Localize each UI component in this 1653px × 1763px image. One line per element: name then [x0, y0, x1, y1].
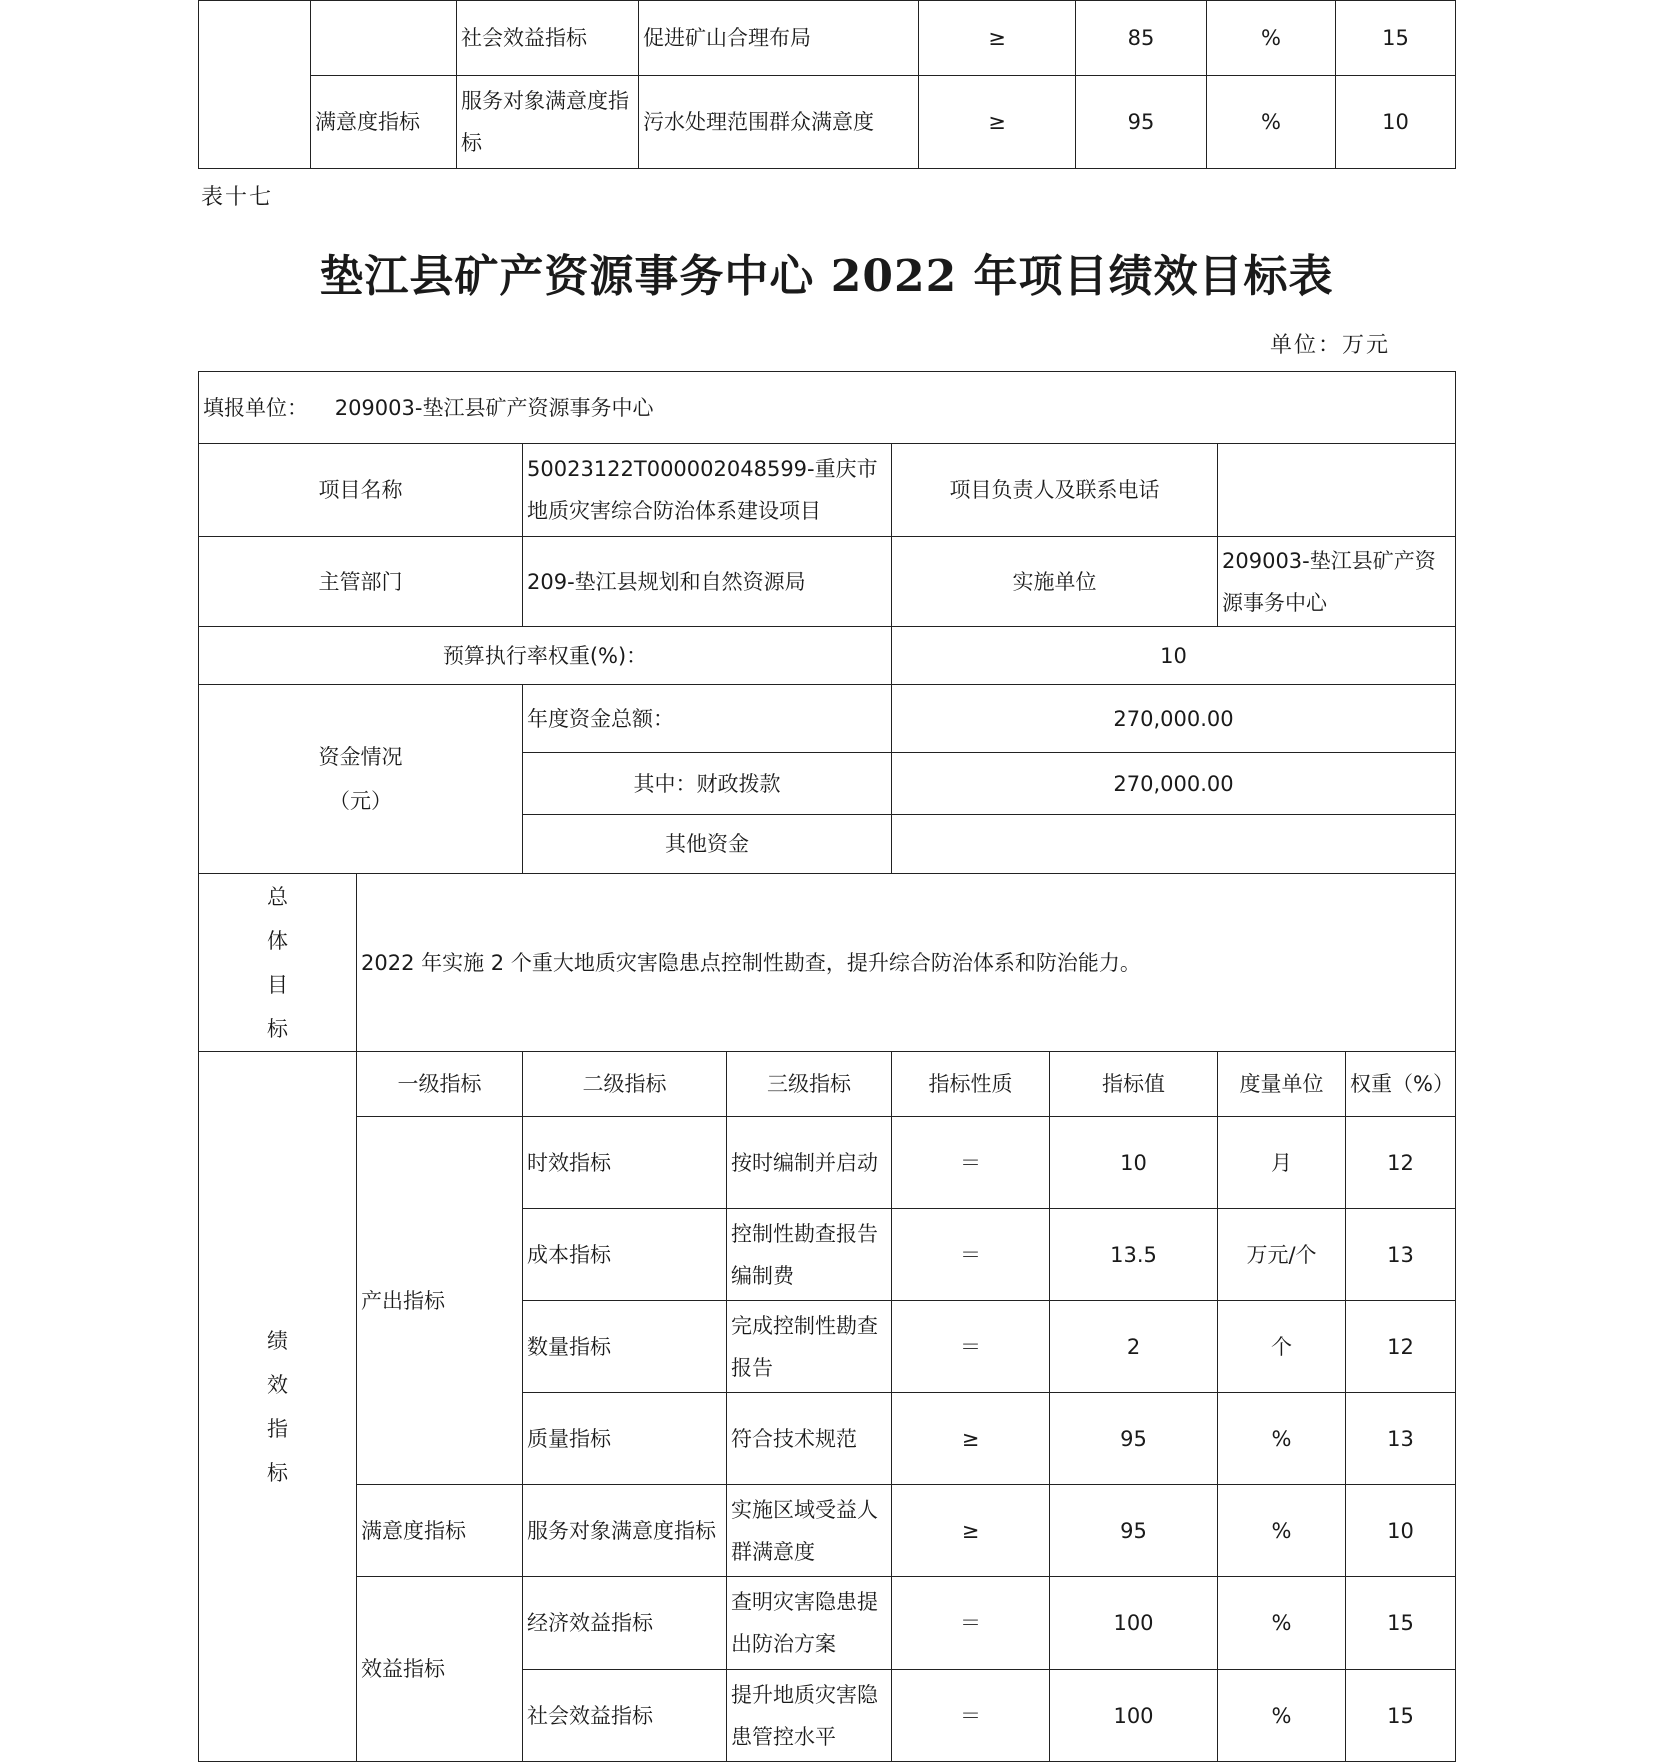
- budget-weight-label: 预算执行率权重(%)：: [199, 627, 892, 685]
- level3-cell: 查明灾害隐患提出防治方案: [727, 1577, 892, 1670]
- operator-cell: ≥: [892, 1393, 1050, 1485]
- header-level3: 三级指标: [727, 1052, 892, 1117]
- level4-cell: 促进矿山合理布局: [639, 1, 919, 76]
- level3-cell: 控制性勘查报告编制费: [727, 1209, 892, 1301]
- funds-total-row: [199, 685, 1456, 753]
- operator-cell: ≥: [919, 1, 1076, 76]
- weight-cell: 10: [1346, 1485, 1456, 1577]
- level4-cell: 污水处理范围群众满意度: [639, 76, 919, 169]
- budget-weight-row: [199, 627, 1456, 685]
- goal-label: 总体目标: [267, 884, 288, 1041]
- level3-cell: 社会效益指标: [457, 1, 639, 76]
- department-row: [199, 537, 1456, 627]
- metrics-header-row: [199, 1052, 1456, 1117]
- funds-other-value: [892, 815, 1456, 874]
- unit-cell: %: [1218, 1670, 1346, 1762]
- page-title: 垫江县矿产资源事务中心 2022 年项目绩效目标表: [319, 251, 1334, 302]
- weight-cell: 15: [1336, 1, 1456, 76]
- level2-cell: [311, 1, 457, 76]
- project-contact-label: 项目负责人及联系电话: [892, 444, 1218, 537]
- funds-other-label: 其他资金: [523, 815, 892, 874]
- unit-cell: 万元/个: [1218, 1209, 1346, 1301]
- value-cell: 2: [1050, 1301, 1218, 1393]
- department-label: 主管部门: [199, 537, 523, 627]
- weight-cell: 15: [1346, 1670, 1456, 1762]
- satisfaction-indicator-label: 满意度指标: [357, 1485, 523, 1577]
- level3-cell: 服务对象满意度指标: [457, 76, 639, 169]
- table-row: [199, 1485, 1456, 1577]
- unit-cell: %: [1218, 1577, 1346, 1670]
- weight-cell: 10: [1336, 76, 1456, 169]
- weight-cell: 13: [1346, 1209, 1456, 1301]
- header-weight: 权重（%）: [1346, 1052, 1456, 1117]
- value-cell: 100: [1050, 1577, 1218, 1670]
- header-nature: 指标性质: [892, 1052, 1050, 1117]
- header-value: 指标值: [1050, 1052, 1218, 1117]
- level2-cell: 质量指标: [523, 1393, 727, 1485]
- table-row: [199, 1577, 1456, 1670]
- empty-cell: [199, 1, 311, 169]
- funds-label-text: 资金情况（元）: [318, 745, 403, 813]
- filler-cell: [199, 372, 1456, 444]
- implementing-unit-label: 实施单位: [892, 537, 1218, 627]
- value-cell: 100: [1050, 1670, 1218, 1762]
- operator-cell: ≥: [919, 76, 1076, 169]
- level2-cell: 服务对象满意度指标: [523, 1485, 727, 1577]
- performance-target-table: [198, 371, 1456, 1762]
- funds-total-label: 年度资金总额：: [523, 685, 892, 753]
- filler-row: [199, 372, 1456, 444]
- operator-cell: ≥: [892, 1485, 1050, 1577]
- goal-row: [199, 874, 1456, 1052]
- level3-cell: 符合技术规范: [727, 1393, 892, 1485]
- value-cell: 10: [1050, 1117, 1218, 1209]
- level3-cell: 实施区域受益人群满意度: [727, 1485, 892, 1577]
- metrics-section-cell: [199, 1052, 357, 1762]
- header-level2: 二级指标: [523, 1052, 727, 1117]
- implementing-unit-value: 209003-垫江县矿产资源事务中心: [1218, 537, 1456, 627]
- benefit-indicator-label: 效益指标: [357, 1577, 523, 1762]
- funds-fiscal-value: 270,000.00: [892, 753, 1456, 815]
- unit-cell: %: [1218, 1393, 1346, 1485]
- filler-label: 填报单位：: [203, 395, 308, 420]
- previous-table-continuation: [198, 0, 1456, 169]
- value-cell: 95: [1050, 1393, 1218, 1485]
- unit-cell: %: [1207, 76, 1336, 169]
- value-cell: 13.5: [1050, 1209, 1218, 1301]
- level2-cell: 成本指标: [523, 1209, 727, 1301]
- table-row: [199, 1, 1456, 76]
- header-level1: 一级指标: [357, 1052, 523, 1117]
- value-cell: 95: [1076, 76, 1207, 169]
- budget-weight-value: 10: [892, 627, 1456, 685]
- metrics-section-label: 绩效指标: [267, 1328, 288, 1485]
- operator-cell: ＝: [892, 1301, 1050, 1393]
- project-name-label: 项目名称: [199, 444, 523, 537]
- operator-cell: ＝: [892, 1117, 1050, 1209]
- level2-cell: 经济效益指标: [523, 1577, 727, 1670]
- weight-cell: 13: [1346, 1393, 1456, 1485]
- unit-cell: %: [1218, 1485, 1346, 1577]
- level2-cell: 数量指标: [523, 1301, 727, 1393]
- unit-cell: %: [1207, 1, 1336, 76]
- level2-cell: 满意度指标: [311, 76, 457, 169]
- project-name-value: 50023122T000002048599-重庆市地质灾害综合防治体系建设项目: [523, 444, 892, 537]
- value-cell: 85: [1076, 1, 1207, 76]
- project-contact-value: [1218, 444, 1456, 537]
- level3-cell: 完成控制性勘查报告: [727, 1301, 892, 1393]
- filler-value: 209003-垫江县矿产资源事务中心: [334, 395, 654, 420]
- funds-fiscal-label: 其中：财政拨款: [523, 753, 892, 815]
- value-cell: 95: [1050, 1485, 1218, 1577]
- department-value: 209-垫江县规划和自然资源局: [523, 537, 892, 627]
- output-indicator-label: 产出指标: [357, 1117, 523, 1485]
- operator-cell: ＝: [892, 1209, 1050, 1301]
- project-row: [199, 444, 1456, 537]
- table-number-label: 表十七: [201, 185, 274, 210]
- table-row: [199, 1117, 1456, 1209]
- goal-text: 2022 年实施 2 个重大地质灾害隐患点控制性勘查，提升综合防治体系和防治能力。: [357, 874, 1456, 1052]
- operator-cell: ＝: [892, 1670, 1050, 1762]
- weight-cell: 15: [1346, 1577, 1456, 1670]
- table-row: [199, 76, 1456, 169]
- goal-label-cell: [199, 874, 357, 1052]
- header-unit: 度量单位: [1218, 1052, 1346, 1117]
- funds-total-value: 270,000.00: [892, 685, 1456, 753]
- weight-cell: 12: [1346, 1117, 1456, 1209]
- unit-cell: 月: [1218, 1117, 1346, 1209]
- level2-cell: 时效指标: [523, 1117, 727, 1209]
- unit-note: 单位：万元: [1270, 333, 1391, 358]
- weight-cell: 12: [1346, 1301, 1456, 1393]
- level2-cell: 社会效益指标: [523, 1670, 727, 1762]
- level3-cell: 提升地质灾害隐患管控水平: [727, 1670, 892, 1762]
- unit-cell: 个: [1218, 1301, 1346, 1393]
- operator-cell: ＝: [892, 1577, 1050, 1670]
- funds-label: [199, 685, 523, 874]
- level3-cell: 按时编制并启动: [727, 1117, 892, 1209]
